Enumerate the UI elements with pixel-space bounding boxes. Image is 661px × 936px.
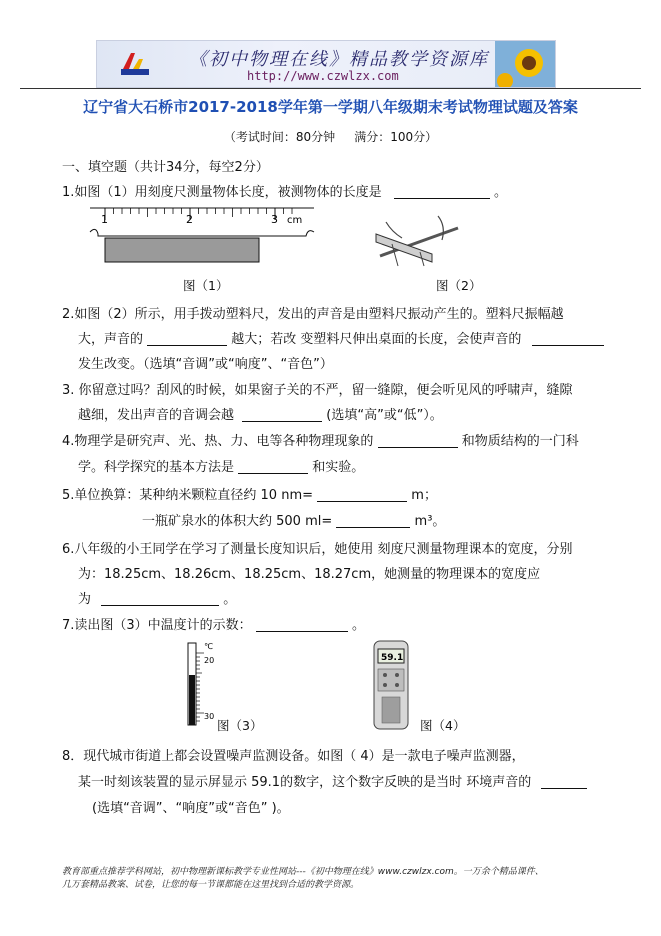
q7-end: 。 (351, 618, 365, 633)
q4-blank-2[interactable] (238, 459, 308, 474)
header-rule (20, 88, 641, 89)
ruler-unit: cm (287, 215, 303, 226)
banner-url: http://www.czwlzx.com (247, 69, 399, 83)
question-2-line-1: 2.如图（2）所示，用手拨动塑料尺，发出的声音是由塑料尺振动产生的。塑料尺振幅越 (62, 307, 564, 322)
q8-text: 某一时刻该装置的显示屏显示 59.1的数字，这个数字反映的是当时 环境声音的 (78, 775, 532, 790)
question-4-line-1 (62, 430, 579, 449)
question-8-line-1: 8．现代城市街道上都会设置噪声监测设备。如图（ 4）是一款电子噪声监测器， (62, 749, 525, 764)
banner-title: 《初中物理在线》精品教学资源库 (189, 49, 489, 70)
q4-text-d: 和实验。 (312, 460, 365, 475)
footer-line-1: 教育部重点推荐学科网站，初中物理新课标教学专业性网站---《初中物理在线》www.czwlzx.com。一万余个精品课件、 (62, 867, 544, 877)
ruler-figure (88, 206, 318, 268)
ruler-ticks (105, 208, 292, 220)
q1-end: 。 (493, 185, 507, 200)
question-8-line-3: (选填“音调”、“响度”或“音色” )。 (92, 801, 290, 816)
question-6-line-2: 为：18.25cm、18.26cm、18.25cm、18.27cm，她测量的物理课本的宽度应 (78, 567, 541, 582)
q5-text-c: 一瓶矿泉水的体积大约 500 ml= (142, 514, 333, 529)
q5-text-d: m³。 (414, 514, 446, 529)
q2-blank-2[interactable] (532, 331, 604, 346)
q6-text-a: 为 (78, 592, 92, 607)
question-8-line-2 (78, 771, 587, 790)
q4-text-c: 学。科学探究的基本方法是 (78, 460, 235, 475)
q5-blank-1[interactable] (317, 487, 407, 502)
q2-text-a: 大，声音的 (78, 332, 144, 347)
ruler-label-2: 2 (186, 213, 193, 226)
figure-1-caption: 图（1） (183, 278, 229, 293)
q3-blank[interactable] (242, 407, 322, 422)
q5-blank-2[interactable] (336, 513, 410, 528)
header-banner (96, 40, 556, 88)
question-1 (62, 181, 507, 200)
page-footer (62, 866, 642, 892)
exam-time: （考试时间：80分钟 (223, 130, 336, 144)
q4-blank-1[interactable] (378, 433, 458, 448)
figure-4-caption: 图（4） (420, 718, 466, 733)
q5-text-b: m； (411, 488, 437, 503)
thermometer-liquid (189, 675, 195, 725)
question-2-line-2 (78, 328, 604, 347)
q2-blank-1[interactable] (147, 331, 227, 346)
thermometer-figure (182, 641, 222, 729)
question-2-line-3: 发生改变。（选填“音调”或“响度”、“音色”） (78, 357, 333, 372)
q3-text-a: 越细，发出声音的音调会越 (78, 408, 235, 423)
question-5-line-2 (142, 510, 445, 529)
noise-meter-figure (372, 639, 412, 731)
q1-text: 1.如图（1）用刻度尺测量物体长度，被测物体的长度是 (62, 185, 382, 200)
question-6-line-3 (78, 588, 236, 607)
plastic-ruler-figure (372, 212, 464, 268)
q6-text-b: 。 (223, 592, 237, 607)
thermometer-unit: ℃ (204, 642, 213, 651)
footer-line-2: 几万套精品教案、试卷，让您的每一节课都能在这里找到合适的教学资源。 (62, 880, 360, 890)
section-heading: 一、填空题（共计34分，每空2分） (62, 160, 269, 175)
q8-blank[interactable] (541, 774, 587, 789)
exam-meta (0, 128, 661, 145)
q5-text-a: 5.单位换算：某种纳米颗粒直径约 10 nm= (62, 488, 314, 503)
q7-text: 7.读出图（3）中温度计的示数： (62, 618, 252, 633)
question-3-line-2 (78, 404, 443, 423)
q6-blank[interactable] (101, 591, 219, 606)
question-4-line-2 (78, 456, 364, 475)
q2-text-b: 越大；若改 变塑料尺伸出桌面的长度，会使声音的 (231, 332, 522, 347)
question-6-line-1: 6.八年级的小王同学在学习了测量长度知识后，她使用 刻度尺测量物理课本的宽度，分别 (62, 542, 573, 557)
measured-object (105, 238, 259, 262)
question-3-line-1: 3. 你留意过吗？刮风的时候，如果窗子关的不严，留一缝隙，便会听见风的呼啸声，缝隙 (62, 383, 573, 398)
question-5-line-1 (62, 484, 437, 503)
thermometer-tick-20: 20 (204, 656, 215, 665)
question-7 (62, 614, 365, 633)
q4-text-b: 和物质结构的一门科 (461, 434, 579, 449)
site-logo-icon (117, 47, 153, 83)
noise-meter-reading: 59.1 (381, 653, 404, 663)
page-title: 辽宁省大石桥市2017-2018学年第一学期八年级期末考试物理试题及答案 (83, 98, 578, 116)
ruler-label-3: 3 (271, 213, 278, 226)
q4-text-a: 4.物理学是研究声、光、热、力、电等各种物理现象的 (62, 434, 374, 449)
thermometer-tick-30: 30 (204, 712, 215, 721)
q1-answer-blank[interactable] (394, 184, 490, 199)
q7-blank[interactable] (256, 617, 348, 632)
exam-score: 满分：100分） (354, 130, 438, 144)
figure-3-caption: 图（3） (217, 718, 263, 733)
ruler-label-1: 1 (101, 213, 108, 226)
figure-2-caption: 图（2） (436, 278, 482, 293)
q3-text-b: (选填“高”或“低”）。 (326, 408, 443, 423)
sunflower-icon (495, 41, 555, 87)
